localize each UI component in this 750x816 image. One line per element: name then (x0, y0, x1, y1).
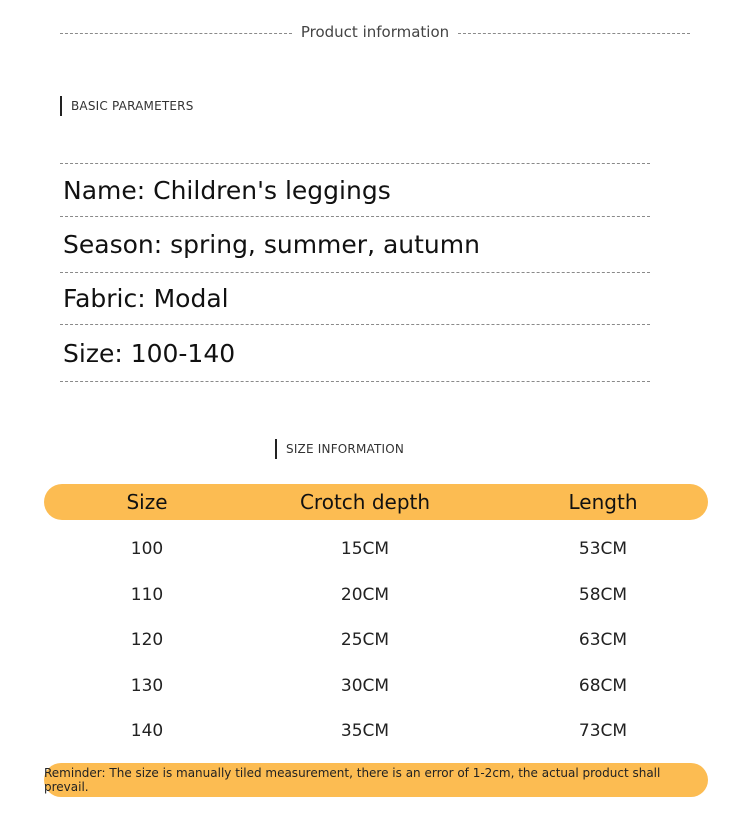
table-row (44, 576, 708, 622)
section-bar (60, 96, 62, 116)
cell-crotch-depth: 20CM (340, 584, 390, 605)
basic-parameters-list (60, 163, 650, 382)
section-bar (275, 439, 277, 459)
basic-parameters-label (60, 96, 194, 116)
table-row (44, 621, 708, 667)
size-information-text: SIZE INFORMATION (286, 442, 405, 456)
table-row (44, 712, 708, 758)
size-information-label (275, 439, 404, 459)
cell-size: 110 (130, 584, 164, 605)
header-divider-right (458, 33, 690, 34)
cell-crotch-depth: 15CM (340, 539, 390, 559)
cell-length: 68CM (578, 675, 628, 696)
cell-size: 130 (130, 675, 164, 696)
param-season: Season: spring, summer, autumn (63, 230, 480, 259)
cell-length: 58CM (578, 584, 628, 605)
param-name: Name: Children's leggings (63, 175, 391, 205)
table-row (44, 667, 708, 713)
column-header-length: Length (568, 490, 638, 514)
cell-size: 140 (130, 721, 164, 741)
param-divider (60, 381, 650, 382)
cell-length: 73CM (578, 721, 628, 741)
cell-size: 120 (130, 630, 164, 650)
cell-length: 53CM (578, 539, 628, 559)
cell-crotch-depth: 35CM (340, 721, 390, 741)
basic-parameters-text: BASIC PARAMETERS (71, 99, 194, 113)
cell-length: 63CM (578, 630, 628, 650)
cell-size: 100 (130, 539, 164, 559)
header-title: Product information (300, 23, 450, 41)
table-row (44, 530, 708, 576)
param-fabric: Fabric: Modal (63, 284, 229, 313)
reminder-text: Reminder: The size is manually tiled measurement, there is an error of 1-2cm, the actual product shall prevail. (44, 766, 661, 794)
size-table-body (44, 530, 708, 758)
column-header-size: Size (126, 490, 168, 514)
param-size: Size: 100-140 (63, 338, 236, 368)
column-header-crotch-depth: Crotch depth (299, 490, 431, 514)
cell-crotch-depth: 25CM (340, 630, 390, 650)
size-table-header (44, 484, 708, 520)
reminder-banner (44, 763, 708, 797)
product-information-header (60, 20, 690, 46)
cell-crotch-depth: 30CM (340, 675, 390, 696)
